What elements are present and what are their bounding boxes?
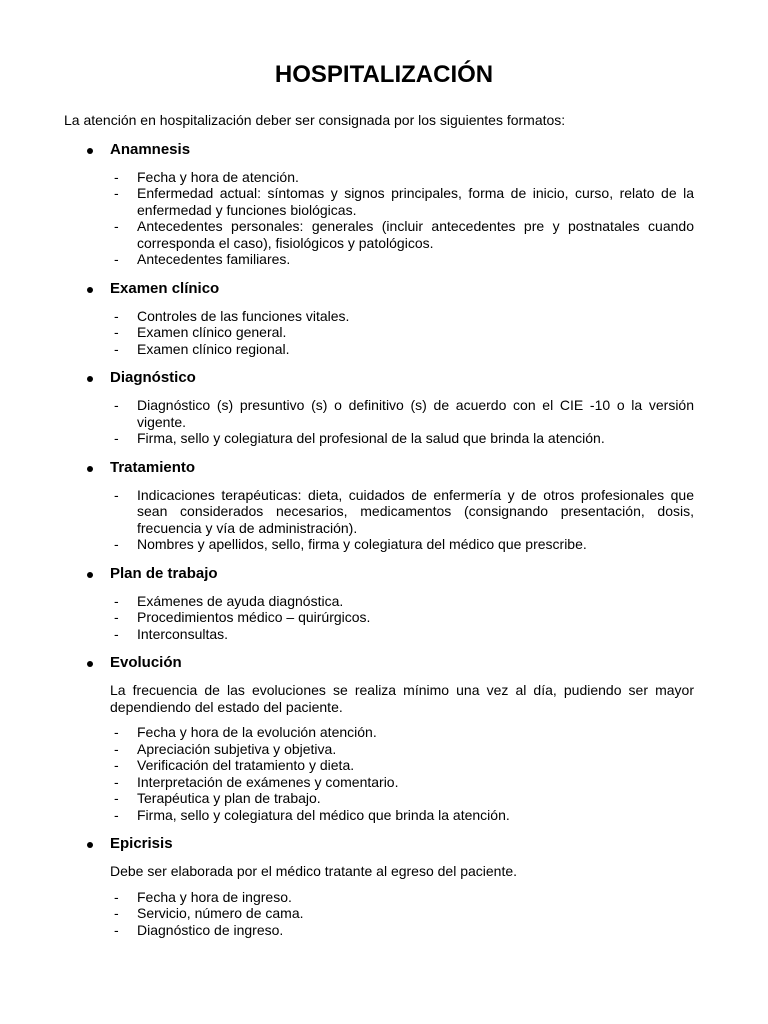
list-item <box>114 486 694 537</box>
list-item-text: Enfermedad actual: síntomas y signos principales, forma de inicio, curso, relato de la enfermedad y funciones biológicas. <box>137 185 694 218</box>
section-4 <box>64 565 694 643</box>
list-item <box>114 888 694 906</box>
list-item-text: Nombres y apellidos, sello, firma y colegiatura del médico que prescribe. <box>137 536 587 552</box>
dash-icon: - <box>114 888 119 905</box>
section-1 <box>64 280 694 358</box>
dash-list <box>64 889 694 939</box>
dash-list <box>64 724 694 823</box>
section-heading-text: Diagnóstico <box>110 369 196 386</box>
dash-icon: - <box>114 740 119 757</box>
list-item <box>114 609 694 626</box>
dash-icon: - <box>114 592 119 609</box>
bullet-icon <box>87 661 93 667</box>
dash-list <box>64 308 694 358</box>
dash-list <box>64 593 694 643</box>
dash-icon: - <box>114 757 119 773</box>
list-item-text: Examen clínico general. <box>137 324 287 340</box>
list-item <box>114 625 694 643</box>
list-item <box>114 536 694 553</box>
list-item <box>114 430 694 447</box>
list-item <box>114 168 694 186</box>
dash-icon: - <box>114 185 119 201</box>
section-heading-text: Epicrisis <box>110 835 173 852</box>
dash-list <box>64 169 694 268</box>
list-item-text: Fecha y hora de la evolución atención. <box>137 724 377 740</box>
section-heading-text: Evolución <box>110 654 182 671</box>
list-item <box>114 757 694 774</box>
bullet-icon <box>87 466 93 472</box>
list-item <box>114 251 694 268</box>
dash-list <box>64 397 694 447</box>
dash-icon: - <box>114 609 119 625</box>
list-item <box>114 397 694 430</box>
list-item <box>114 307 694 325</box>
dash-icon: - <box>114 790 119 806</box>
section-heading <box>64 565 694 583</box>
list-item <box>114 724 694 741</box>
dash-icon: - <box>114 724 119 740</box>
list-item-text: Indicaciones terapéuticas: dieta, cuidados de enfermería y de otros profesionales que sean considerados necesarios, medicamentos (consignando presentación, dosis, frecuencia y vía de administración). <box>137 486 694 536</box>
list-item-text: Antecedentes personales: generales (incluir antecedentes pre y postnatales cuando corresponda el caso), fisiológicos y patológicos. <box>137 218 694 251</box>
list-item <box>114 340 694 358</box>
dash-icon: - <box>114 307 119 324</box>
dash-list <box>64 487 694 553</box>
list-item-text: Verificación del tratamiento y dieta. <box>137 757 355 773</box>
dash-icon: - <box>114 324 119 340</box>
list-item-text: Interpretación de exámenes y comentario. <box>137 773 399 790</box>
list-item-text: Examen clínico regional. <box>137 340 290 357</box>
list-item-text: Antecedentes familiares. <box>137 251 291 267</box>
document-title: HOSPITALIZACIÓN <box>274 61 494 88</box>
dash-icon: - <box>114 921 119 938</box>
section-heading-text: Examen clínico <box>110 279 220 297</box>
section-paragraph: La frecuencia de las evoluciones se realiza mínimo una vez al día, pudiendo ser mayor dependiendo del estado del paciente. <box>110 682 694 715</box>
list-item <box>114 806 694 824</box>
dash-icon: - <box>114 397 119 413</box>
list-item <box>114 921 694 939</box>
list-item <box>114 218 694 251</box>
dash-icon: - <box>114 430 119 446</box>
dash-icon: - <box>114 536 119 552</box>
sections-container <box>64 141 694 939</box>
dash-icon: - <box>114 251 119 267</box>
list-item-text: Procedimientos médico – quirúrgicos. <box>137 609 371 625</box>
dash-icon: - <box>114 218 119 234</box>
list-item-text: Diagnóstico (s) presuntivo (s) o definitivo (s) de acuerdo con el CIE -10 o la versión vigente. <box>137 397 694 430</box>
dash-icon: - <box>114 905 119 921</box>
list-item <box>114 740 694 758</box>
list-item-text: Fecha y hora de atención. <box>137 168 299 185</box>
section-heading-text: Tratamiento <box>110 458 196 476</box>
section-heading <box>64 141 694 159</box>
dash-icon: - <box>114 773 119 790</box>
list-item <box>114 185 694 218</box>
section-0 <box>64 141 694 268</box>
dash-icon: - <box>114 486 119 503</box>
section-2 <box>64 369 694 447</box>
list-item-text: Controles de las funciones vitales. <box>137 307 350 324</box>
bullet-icon <box>87 572 93 578</box>
dash-icon: - <box>114 340 119 357</box>
bullet-icon <box>87 287 93 293</box>
list-item-text: Firma, sello y colegiatura del médico que brinda la atención. <box>137 806 510 823</box>
section-6 <box>64 835 694 938</box>
section-heading-text: Plan de trabajo <box>110 564 218 582</box>
dash-icon: - <box>114 168 119 185</box>
section-heading <box>64 654 694 672</box>
dash-icon: - <box>114 806 119 823</box>
bullet-icon <box>87 148 93 154</box>
section-heading <box>64 369 694 387</box>
section-paragraph: Debe ser elaborada por el médico tratante al egreso del paciente. <box>110 863 518 879</box>
bullet-icon <box>87 842 93 848</box>
section-heading <box>64 459 694 477</box>
list-item-text: Fecha y hora de ingreso. <box>137 888 292 905</box>
dash-icon: - <box>114 625 119 642</box>
list-item <box>114 790 694 807</box>
section-heading <box>64 280 694 298</box>
list-item <box>114 324 694 341</box>
list-item-text: Firma, sello y colegiatura del profesional de la salud que brinda la atención. <box>137 430 605 446</box>
bullet-icon <box>87 376 93 382</box>
section-heading <box>64 835 694 853</box>
list-item-text: Interconsultas. <box>137 625 229 642</box>
list-item-text: Diagnóstico de ingreso. <box>137 921 284 938</box>
list-item <box>114 905 694 922</box>
list-item-text: Apreciación subjetiva y objetiva. <box>137 740 337 757</box>
list-item-text: Servicio, número de cama. <box>137 905 304 921</box>
section-5 <box>64 654 694 823</box>
intro-paragraph: La atención en hospitalización deber ser consignada por los siguientes formatos: <box>64 112 566 128</box>
section-3 <box>64 459 694 553</box>
section-heading-text: Anamnesis <box>110 140 191 158</box>
list-item <box>114 592 694 610</box>
list-item-text: Exámenes de ayuda diagnóstica. <box>137 592 344 609</box>
list-item <box>114 773 694 791</box>
list-item-text: Terapéutica y plan de trabajo. <box>137 790 321 806</box>
